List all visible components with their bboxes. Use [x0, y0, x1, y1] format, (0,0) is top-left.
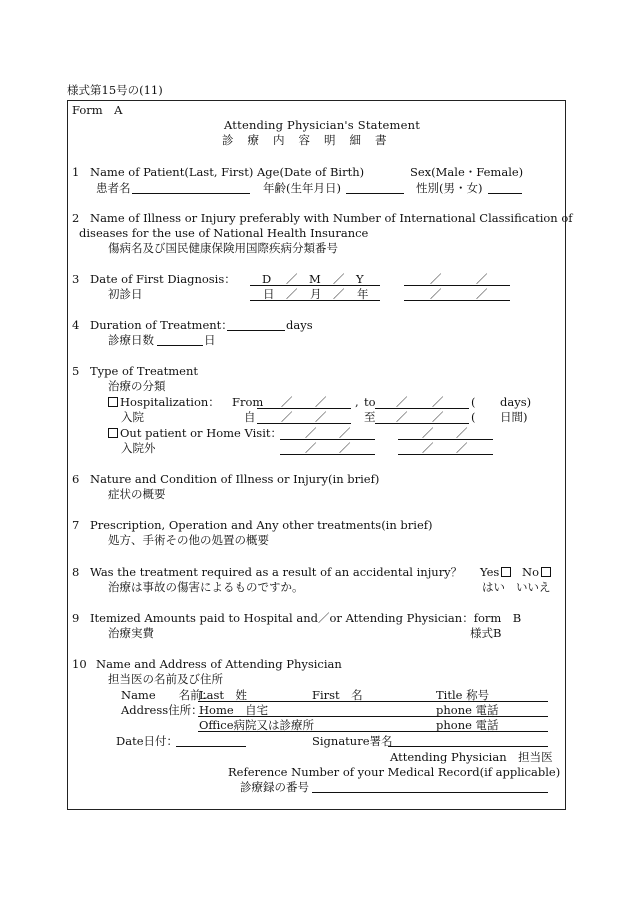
slash: ／	[339, 426, 351, 440]
year-ja: 年	[357, 287, 369, 301]
date-label: Date日付：	[116, 734, 179, 748]
last-name-label: Last 姓	[199, 688, 248, 702]
signature-field[interactable]	[388, 746, 548, 747]
hospitalization-to-field[interactable]	[375, 408, 469, 409]
form-label: Form A	[72, 103, 123, 117]
itemized-amounts-label-ja: 治療実費	[108, 626, 154, 640]
reference-number-label-ja: 診療録の番号	[240, 780, 309, 794]
patient-name-field[interactable]	[132, 193, 250, 194]
nature-condition-label-ja: 症状の概要	[108, 487, 166, 501]
outpatient-from-ja-field[interactable]	[280, 454, 375, 455]
sex-label-en: Sex(Male・Female)	[410, 165, 524, 179]
year-abbrev: Y	[356, 272, 364, 286]
slash: ／	[432, 395, 444, 409]
section-number: 2	[72, 211, 80, 225]
accidental-injury-question-en: Was the treatment required as a result of an accidental injury？	[90, 565, 463, 579]
treatment-type-label-en: Type of Treatment	[90, 364, 199, 378]
slash: ／	[456, 426, 468, 440]
yes-label-ja: はい	[482, 580, 505, 594]
slash: ／	[476, 272, 488, 286]
day-ja: 日	[263, 287, 275, 301]
outpatient-label: Out patient or Home Visit：	[120, 426, 282, 440]
reference-number-label-en: Reference Number of your Medical Record(if applicable)	[228, 765, 561, 779]
slash: ／	[315, 410, 327, 424]
slash: ／	[333, 287, 345, 301]
itemized-amounts-label-en: Itemized Amounts paid to Hospital and／or Attending Physician：form B	[90, 611, 522, 625]
day-unit-ja: 日	[204, 333, 216, 347]
slash: ／	[396, 410, 408, 424]
days-close-label-ja: 日間)	[500, 410, 528, 424]
outpatient-label-ja: 入院外	[121, 441, 156, 455]
hospitalization-option[interactable]	[108, 396, 220, 409]
first-diagnosis-date-ja-field-2[interactable]	[404, 300, 510, 301]
prescription-label-ja: 処方、手術その他の処置の概要	[108, 533, 269, 547]
reference-number-field[interactable]	[312, 792, 548, 793]
physician-label-ja: 担当医の名前及び住所	[108, 672, 223, 686]
age-label-en: Age(Date of Birth)	[257, 165, 365, 179]
hospitalization-label: Hospitalization：	[120, 395, 220, 409]
title-label: Title 称号	[436, 688, 490, 702]
hospitalization-checkbox[interactable]	[108, 397, 118, 407]
first-diagnosis-date-field-2[interactable]	[404, 285, 510, 286]
signature-label: Signature署名	[312, 734, 393, 748]
no-checkbox[interactable]	[541, 567, 551, 577]
outpatient-from-field[interactable]	[280, 439, 375, 440]
duration-days-ja-field[interactable]	[157, 345, 203, 346]
section-number: 5	[72, 364, 80, 378]
no-label-ja: いいえ	[516, 580, 551, 594]
prescription-label-en: Prescription, Operation and Any other treatments(in brief)	[90, 518, 433, 532]
from-label-ja: 自	[244, 410, 256, 424]
duration-days-field[interactable]	[227, 330, 285, 331]
first-name-label: First 名	[312, 688, 363, 702]
illness-label-line1: Name of Illness or Injury preferably with Number of International Classification of	[90, 211, 573, 225]
section-number: 3	[72, 272, 80, 286]
first-diagnosis-date-field[interactable]	[250, 285, 380, 286]
slash: ／	[396, 395, 408, 409]
slash: ／	[305, 426, 317, 440]
slash: ／	[286, 272, 298, 286]
attending-physician-label: Attending Physician 担当医	[390, 750, 553, 764]
outpatient-to-ja-field[interactable]	[398, 454, 493, 455]
patient-name-label-en: Name of Patient(Last, First)	[90, 165, 254, 179]
section-number: 7	[72, 518, 80, 532]
month-abbrev: M	[309, 272, 321, 286]
age-field[interactable]	[346, 193, 404, 194]
home-phone-label: phone 電話	[436, 703, 499, 717]
duration-label-en: Duration of Treatment：	[90, 318, 233, 332]
outpatient-to-field[interactable]	[398, 439, 493, 440]
slash: ／	[315, 395, 327, 409]
section-number: 6	[72, 472, 80, 486]
comma-separator: ,	[355, 395, 359, 409]
yes-label: Yes	[480, 565, 500, 579]
name-field[interactable]	[198, 701, 548, 702]
name-label: Name 名前：	[121, 688, 214, 702]
days-unit: days	[286, 318, 313, 332]
hospitalization-from-ja-field[interactable]	[257, 423, 351, 424]
section-number: 8	[72, 565, 80, 579]
slash: ／	[430, 287, 442, 301]
slash: ／	[430, 272, 442, 286]
home-address-field[interactable]	[198, 716, 548, 717]
from-label: From	[232, 395, 264, 409]
no-option[interactable]	[522, 566, 553, 579]
yes-checkbox[interactable]	[501, 567, 511, 577]
illness-label-ja: 傷病名及び国民健康保険用国際疾病分類番号	[108, 241, 338, 255]
slash: ／	[432, 410, 444, 424]
hospitalization-from-field[interactable]	[257, 408, 351, 409]
date-field[interactable]	[176, 746, 246, 747]
days-close-label: days)	[500, 395, 532, 409]
duration-label-ja: 診療日数	[108, 333, 154, 347]
slash: ／	[422, 441, 434, 455]
slash: ／	[281, 395, 293, 409]
physician-label-en: Name and Address of Attending Physician	[96, 657, 342, 671]
slash: ／	[476, 287, 488, 301]
nature-condition-label-en: Nature and Condition of Illness or Injury(in brief)	[90, 472, 380, 486]
treatment-type-label-ja: 治療の分類	[108, 379, 166, 393]
form-number: 様式第15号の(11)	[67, 83, 163, 97]
sex-label-ja: 性別(男・女)	[416, 181, 483, 195]
office-phone-label: phone 電話	[436, 718, 499, 732]
age-label-ja: 年齢(生年月日)	[263, 181, 341, 195]
first-diagnosis-label-ja: 初診日	[108, 287, 143, 301]
office-address-label: Office病院又は診療所	[199, 718, 315, 732]
form-b-label-ja: 様式B	[470, 626, 502, 640]
to-label: to	[364, 395, 376, 409]
title-english: Attending Physician's Statement	[224, 118, 421, 132]
patient-name-label-ja: 患者名	[96, 181, 131, 195]
section-number: 4	[72, 318, 80, 332]
slash: ／	[422, 426, 434, 440]
sex-field[interactable]	[488, 193, 522, 194]
slash: ／	[456, 441, 468, 455]
first-diagnosis-date-ja-field[interactable]	[250, 300, 380, 301]
outpatient-option[interactable]	[108, 427, 282, 440]
illness-label-line2: diseases for the use of National Health Insurance	[79, 226, 369, 240]
section-number: 1	[72, 165, 80, 179]
slash: ／	[305, 441, 317, 455]
open-paren: (	[471, 410, 476, 424]
no-label: No	[522, 565, 539, 579]
slash: ／	[286, 287, 298, 301]
outpatient-checkbox[interactable]	[108, 428, 118, 438]
month-ja: 月	[310, 287, 322, 301]
to-label-ja: 至	[364, 410, 376, 424]
section-number: 10	[72, 657, 87, 671]
open-paren: (	[471, 395, 476, 409]
slash: ／	[339, 441, 351, 455]
hospitalization-to-ja-field[interactable]	[375, 423, 469, 424]
home-address-label: Home 自宅	[199, 703, 269, 717]
hospitalization-label-ja: 入院	[121, 410, 144, 424]
first-diagnosis-label-en: Date of First Diagnosis：	[90, 272, 236, 286]
yes-option[interactable]	[480, 566, 513, 579]
slash: ／	[333, 272, 345, 286]
office-address-field[interactable]	[198, 731, 548, 732]
accidental-injury-question-ja: 治療は事故の傷害によるものですか。	[108, 580, 304, 594]
title-japanese: 診療内容明細書	[222, 133, 401, 147]
day-abbrev: D	[262, 272, 272, 286]
address-label: Address住所：	[121, 703, 203, 717]
slash: ／	[281, 410, 293, 424]
section-number: 9	[72, 611, 80, 625]
